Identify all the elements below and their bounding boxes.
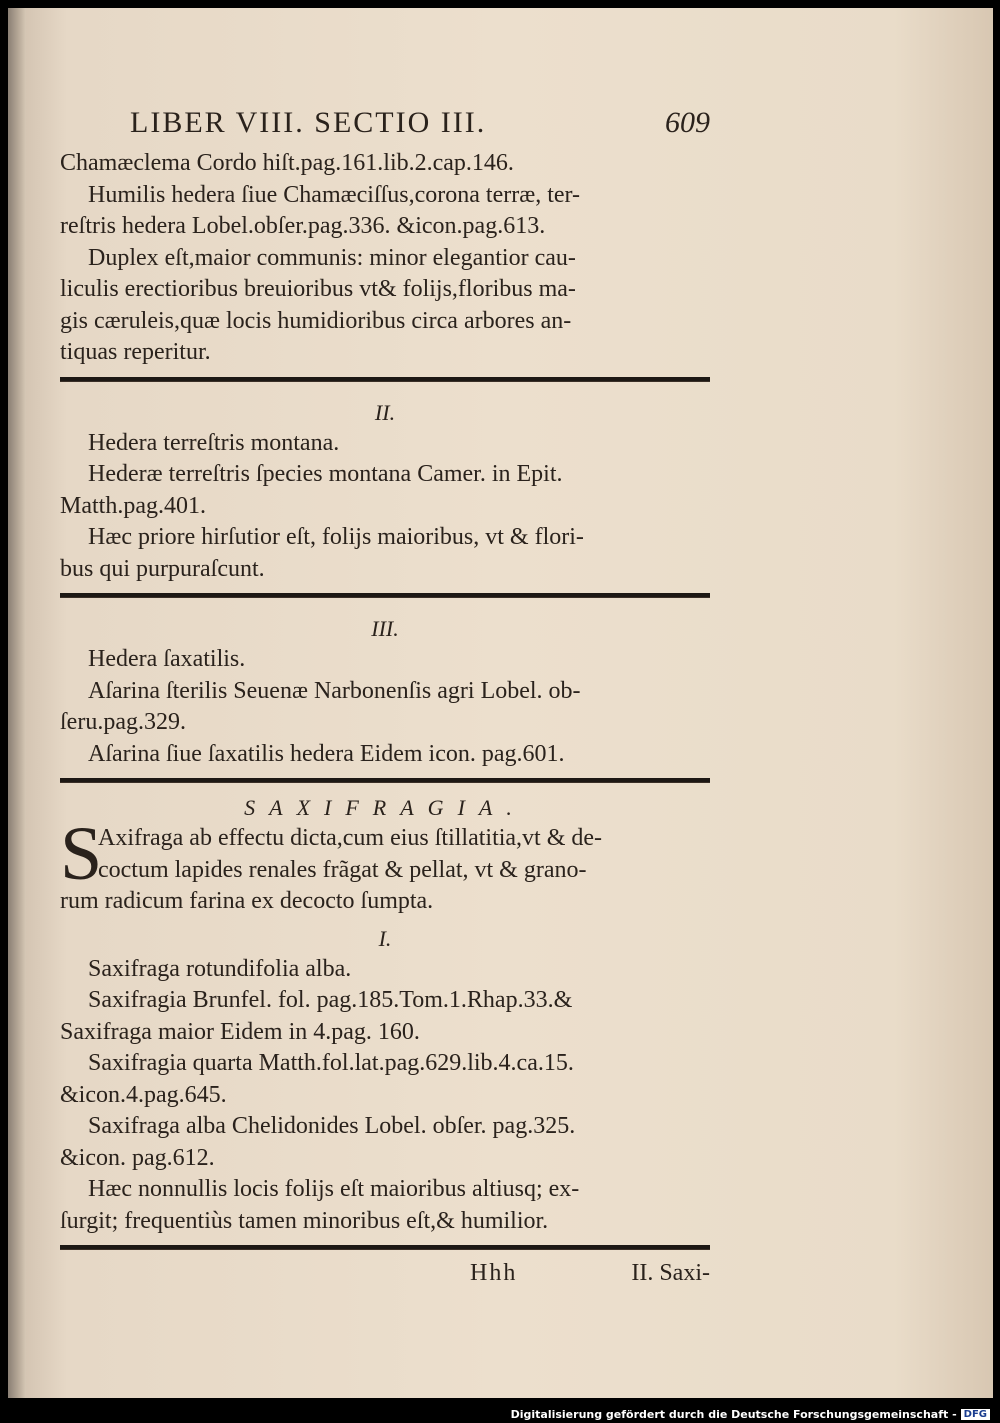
folio-number: 609: [665, 106, 710, 139]
entry-hedera-saxatilis: [60, 608, 710, 770]
text-line: liculis erectioribus breuioribus vt& folijs,floribus ma-: [60, 276, 576, 302]
text-line: Saxifragia Brunfel. fol. pag.185.Tom.1.Rhap.33.&: [88, 987, 573, 1013]
text-line: Saxifragia quarta Matth.fol.lat.pag.629.lib.4.ca.15.: [88, 1050, 574, 1076]
text-line: coctum lapides renales frãgat & pellat, vt & grano-: [98, 856, 587, 883]
page-footer: [60, 1260, 710, 1294]
dfg-logo[interactable]: DFG: [961, 1409, 990, 1420]
page-gutter: [8, 8, 26, 1398]
page-text-block: [60, 106, 710, 1294]
section-rule: [60, 778, 710, 783]
drop-cap: S: [60, 812, 103, 896]
signature-mark: Hhh: [470, 1260, 518, 1286]
catchword: II. Saxi-: [631, 1260, 710, 1286]
text-line: Hedera ſaxatilis.: [88, 646, 246, 672]
chapter-title: SAXIFRAGIA.: [244, 795, 526, 820]
book-page: [8, 8, 993, 1398]
text-line: Matth.pag.401.: [60, 492, 206, 519]
text-line: Aſarina ſiue ſaxatilis hedera Eidem icon. pag.601.: [88, 740, 565, 767]
text-line: bus qui purpuraſcunt.: [60, 555, 265, 582]
text-line: Hederæ terreſtris ſpecies montana Camer. in Epit.: [88, 461, 563, 487]
entry-chamaeclema: [60, 148, 710, 369]
section-rule: [60, 593, 710, 598]
entry-hedera-montana: [60, 392, 710, 586]
text-line: gis cæruleis,quæ locis humidioribus circa arbores an-: [60, 307, 572, 334]
text-line: Axifraga ab effectu dicta,cum eius ſtillatitia,vt & de-: [98, 825, 603, 851]
page-header: [60, 106, 710, 148]
text-line: Saxifraga rotundifolia alba.: [88, 955, 352, 982]
text-line: rum radicum farina ex decocto ſumpta.: [60, 888, 434, 914]
text-line: Saxifraga maior Eidem in 4.pag. 160.: [60, 1018, 420, 1045]
entry-numeral: III.: [371, 616, 399, 641]
text-line: Humilis hedera ſiue Chamæciſſus,corona terræ, ter-: [88, 181, 581, 208]
text-line: reſtris hedera Lobel.obſer.pag.336. &icon.pag.613.: [60, 213, 546, 239]
text-line: Aſarina ſterilis Seuenæ Narbonenſis agri Lobel. ob-: [88, 677, 581, 704]
text-line: Hæc nonnullis locis folijs eſt maioribus altiusq; ex-: [88, 1176, 580, 1202]
text-line: tiquas reperitur.: [60, 339, 211, 365]
text-line: ſeru.pag.329.: [60, 709, 186, 735]
running-head: LIBER VIII. SECTIO III.: [130, 106, 487, 139]
text-line: ſurgit; frequentiùs tamen minoribus eſt,& humilior.: [60, 1207, 549, 1234]
text-line: Hedera terreſtris montana.: [88, 429, 340, 456]
section-rule: [60, 1245, 710, 1250]
entry-numeral: II.: [374, 399, 396, 425]
text-line: &icon.4.pag.645.: [60, 1081, 227, 1108]
text-line: Saxifraga alba Chelidonides Lobel. obſer. pag.325.: [88, 1113, 576, 1139]
text-line: Duplex eſt,maior communis: minor elegantior cau-: [88, 244, 576, 271]
text-line: &icon. pag.612.: [60, 1144, 215, 1171]
intro-paragraph: [60, 812, 710, 918]
text-line: Hæc priore hirſutior eſt, folijs maioribus, vt & flori-: [88, 524, 584, 550]
entry-numeral: I.: [378, 925, 392, 951]
text-line: Chamæclema Cordo hiſt.pag.161.lib.2.cap.146.: [60, 150, 514, 176]
digitization-credit: [511, 1408, 990, 1421]
credit-text: Digitalisierung gefördert durch die Deutsche Forschungsgemeinschaft -: [510, 1408, 957, 1421]
chapter-saxifragia: [60, 793, 710, 1237]
section-rule: [60, 377, 710, 382]
